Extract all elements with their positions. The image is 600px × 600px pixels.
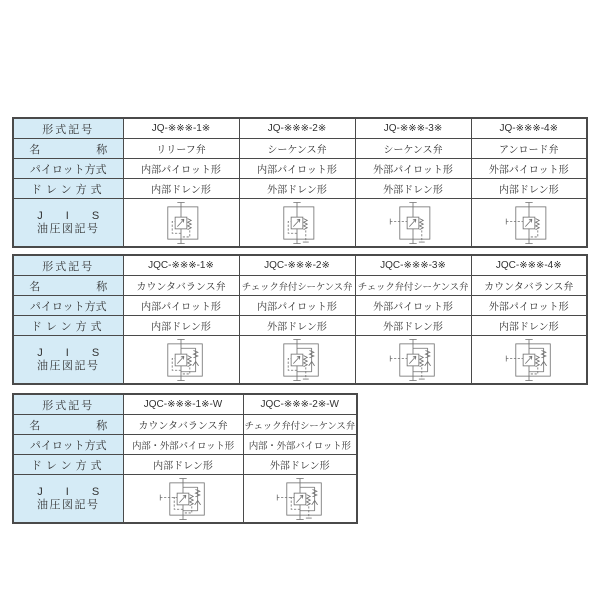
jis-hydraulic-symbol [240,200,355,246]
valve-name-cell: チェック弁付シーケンス弁 [239,276,355,296]
model-code-cell: JQC-※※※-1※-W [123,394,243,415]
drain-type-cell: 外部ドレン形 [243,455,357,475]
model-code-cell: JQC-※※※-2※ [239,255,355,276]
pilot-type-cell: 内部パイロット形 [123,296,239,316]
drain-type-cell: 外部ドレン形 [355,316,471,336]
drain-type-cell: 内部ドレン形 [123,179,239,199]
jis-hydraulic-symbol [244,476,357,522]
valve-name-cell: チェック弁付シーケンス弁 [355,276,471,296]
valve-name-cell: リリーフ弁 [123,139,239,159]
row-label-pilot: パイロット方式 [13,159,123,179]
row-jis-symbol [13,336,587,385]
drain-type-cell: 内部ドレン形 [471,179,587,199]
jis-hydraulic-symbol [124,476,243,522]
model-code-cell: JQC-※※※-4※ [471,255,587,276]
model-code-cell: JQ-※※※-2※ [239,118,355,139]
pilot-type-cell: 内部パイロット形 [123,159,239,179]
row-label-name: 名 称 [13,415,123,435]
row-label-drain: ドレン方式 [13,316,123,336]
row-name [13,276,587,296]
valve-name-cell: チェック弁付シーケンス弁 [243,415,357,435]
model-code-cell: JQ-※※※-4※ [471,118,587,139]
row-label-jis: J I S 油圧図記号 [13,199,123,248]
pilot-type-cell: 内部・外部パイロット形 [243,435,357,455]
drain-type-cell: 外部ドレン形 [355,179,471,199]
spec-table-jqc-w [12,393,358,524]
row-label-name: 名 称 [13,139,123,159]
valve-name-cell: カウンタバランス弁 [123,276,239,296]
drain-type-cell: 内部ドレン形 [123,316,239,336]
row-label-drain: ドレン方式 [13,179,123,199]
row-label-model: 形式記号 [13,118,123,139]
row-pilot [13,159,587,179]
pilot-type-cell: 内部パイロット形 [239,296,355,316]
row-model [13,255,587,276]
row-label-jis: J I S 油圧図記号 [13,475,123,524]
row-jis-symbol [13,199,587,248]
valve-name-cell: カウンタバランス弁 [471,276,587,296]
row-drain [13,316,587,336]
valve-name-cell: シーケンス弁 [355,139,471,159]
jis-hydraulic-symbol [472,200,587,246]
jis-hydraulic-symbol [124,337,239,383]
row-label-pilot: パイロット方式 [13,435,123,455]
drain-type-cell: 外部ドレン形 [239,179,355,199]
model-code-cell: JQ-※※※-3※ [355,118,471,139]
jis-hydraulic-symbol [356,200,471,246]
valve-name-cell: アンロード弁 [471,139,587,159]
pilot-type-cell: 外部パイロット形 [471,159,587,179]
row-label-jis: J I S 油圧図記号 [13,336,123,385]
row-jis-symbol [13,475,357,524]
model-code-cell: JQC-※※※-1※ [123,255,239,276]
model-code-cell: JQC-※※※-3※ [355,255,471,276]
drain-type-cell: 内部ドレン形 [471,316,587,336]
row-name [13,415,357,435]
drain-type-cell: 内部ドレン形 [123,455,243,475]
row-pilot [13,435,357,455]
pilot-type-cell: 外部パイロット形 [471,296,587,316]
jis-hydraulic-symbol [356,337,471,383]
row-label-model: 形式記号 [13,255,123,276]
model-code-cell: JQ-※※※-1※ [123,118,239,139]
spec-table-jq [12,117,588,248]
valve-name-cell: シーケンス弁 [239,139,355,159]
row-model [13,118,587,139]
jis-hydraulic-symbol [240,337,355,383]
model-code-cell: JQC-※※※-2※-W [243,394,357,415]
drain-type-cell: 外部ドレン形 [239,316,355,336]
jis-hydraulic-symbol [472,337,587,383]
pilot-type-cell: 外部パイロット形 [355,159,471,179]
valve-name-cell: カウンタバランス弁 [123,415,243,435]
row-drain [13,455,357,475]
row-name [13,139,587,159]
jis-hydraulic-symbol [124,200,239,246]
row-pilot [13,296,587,316]
spec-tables-area [12,117,588,524]
pilot-type-cell: 外部パイロット形 [355,296,471,316]
row-drain [13,179,587,199]
spec-table-jqc [12,254,588,385]
pilot-type-cell: 内部パイロット形 [239,159,355,179]
row-label-pilot: パイロット方式 [13,296,123,316]
row-model [13,394,357,415]
row-label-name: 名 称 [13,276,123,296]
row-label-drain: ドレン方式 [13,455,123,475]
pilot-type-cell: 内部・外部パイロット形 [123,435,243,455]
row-label-model: 形式記号 [13,394,123,415]
